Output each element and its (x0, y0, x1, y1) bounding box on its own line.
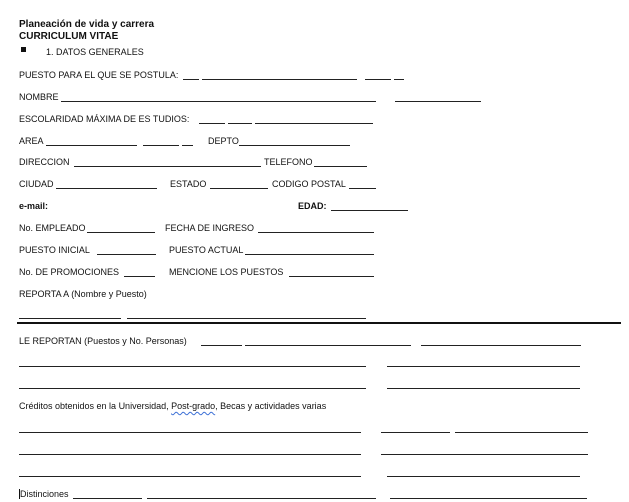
reporta-a-field-2[interactable] (127, 318, 366, 319)
creditos-line-3b[interactable] (387, 476, 580, 477)
section-heading: 1. DATOS GENERALES (46, 47, 144, 57)
label-distinciones: Distinciones (20, 489, 69, 499)
reporta-a-field-1[interactable] (19, 318, 121, 319)
escolaridad-field-2[interactable] (228, 123, 252, 124)
label-depto: DEPTO (208, 136, 239, 146)
no-promociones-field[interactable] (124, 276, 155, 277)
edad-field[interactable] (331, 210, 408, 211)
label-no-empleado: No. EMPLEADO (19, 223, 86, 233)
puesto-postula-field-3[interactable] (365, 79, 391, 80)
nombre-field-2[interactable] (395, 101, 481, 102)
creditos-text-c: , Becas y actividades varias (215, 401, 327, 411)
creditos-text-b: Post-grado (171, 401, 216, 411)
puesto-inicial-field[interactable] (97, 254, 156, 255)
label-ciudad: CIUDAD (19, 179, 54, 189)
area-field[interactable] (46, 145, 137, 146)
puesto-actual-field[interactable] (245, 254, 374, 255)
label-email: e-mail: (19, 201, 49, 211)
mencione-puestos-field[interactable] (289, 276, 374, 277)
form-subtitle: CURRICULUM VITAE (19, 31, 119, 42)
section-divider (17, 322, 621, 324)
label-puesto-actual: PUESTO ACTUAL (169, 245, 244, 255)
nombre-field[interactable] (61, 101, 376, 102)
no-empleado-field[interactable] (87, 232, 155, 233)
label-le-reportan: LE REPORTAN (Puestos y No. Personas) (19, 336, 187, 346)
codigo-postal-field[interactable] (349, 188, 376, 189)
distinciones-field-3[interactable] (390, 498, 587, 499)
creditos-line-3a[interactable] (19, 476, 361, 477)
form-title: Planeación de vida y carrera (19, 19, 155, 30)
puesto-postula-field-4[interactable] (394, 79, 404, 80)
creditos-line-2a[interactable] (19, 454, 361, 455)
label-creditos (19, 401, 326, 412)
le-reportan-line-3a[interactable] (19, 388, 366, 389)
estado-field[interactable] (210, 188, 268, 189)
ciudad-field[interactable] (56, 188, 157, 189)
le-reportan-line-3b[interactable] (387, 388, 580, 389)
le-reportan-field-1[interactable] (201, 345, 242, 346)
label-no-promociones: No. DE PROMOCIONES (19, 267, 120, 277)
le-reportan-field-3[interactable] (421, 345, 581, 346)
label-estado: ESTADO (170, 179, 207, 189)
direccion-field[interactable] (74, 166, 261, 167)
label-escolaridad: ESCOLARIDAD MÁXIMA DE ES TUDIOS: (19, 114, 190, 124)
label-reporta-a: REPORTA A (Nombre y Puesto) (19, 289, 147, 299)
distinciones-field-2[interactable] (147, 498, 376, 499)
label-puesto-postula: PUESTO PARA EL QUE SE POSTULA: (19, 70, 179, 80)
label-fecha-ingreso: FECHA DE INGRESO (165, 223, 255, 233)
creditos-text-a: Créditos obtenidos en la Universidad, (19, 401, 169, 411)
label-telefono: TELEFONO (264, 157, 313, 167)
creditos-line-2b[interactable] (381, 454, 588, 455)
le-reportan-field-2[interactable] (245, 345, 411, 346)
label-mencione-puestos: MENCIONE LOS PUESTOS (169, 267, 284, 277)
bullet-icon (21, 47, 26, 52)
escolaridad-field-1[interactable] (199, 123, 225, 124)
area-field-3[interactable] (182, 145, 193, 146)
escolaridad-field-3[interactable] (255, 123, 373, 124)
telefono-field[interactable] (314, 166, 367, 167)
creditos-line-1b[interactable] (381, 432, 450, 433)
le-reportan-line-2a[interactable] (19, 366, 366, 367)
puesto-postula-field-2[interactable] (202, 79, 357, 80)
depto-field[interactable] (239, 145, 350, 146)
label-area: AREA (19, 136, 44, 146)
fecha-ingreso-field[interactable] (258, 232, 374, 233)
label-edad: EDAD: (298, 201, 327, 211)
creditos-line-1c[interactable] (455, 432, 588, 433)
le-reportan-line-2b[interactable] (387, 366, 580, 367)
distinciones-field-1[interactable] (73, 498, 142, 499)
puesto-postula-field-1[interactable] (183, 79, 199, 80)
area-field-2[interactable] (143, 145, 179, 146)
label-nombre: NOMBRE (19, 92, 59, 102)
label-puesto-inicial: PUESTO INICIAL (19, 245, 90, 255)
label-direccion: DIRECCION (19, 157, 70, 167)
creditos-line-1a[interactable] (19, 432, 361, 433)
label-codigo-postal: CODIGO POSTAL (272, 179, 346, 189)
